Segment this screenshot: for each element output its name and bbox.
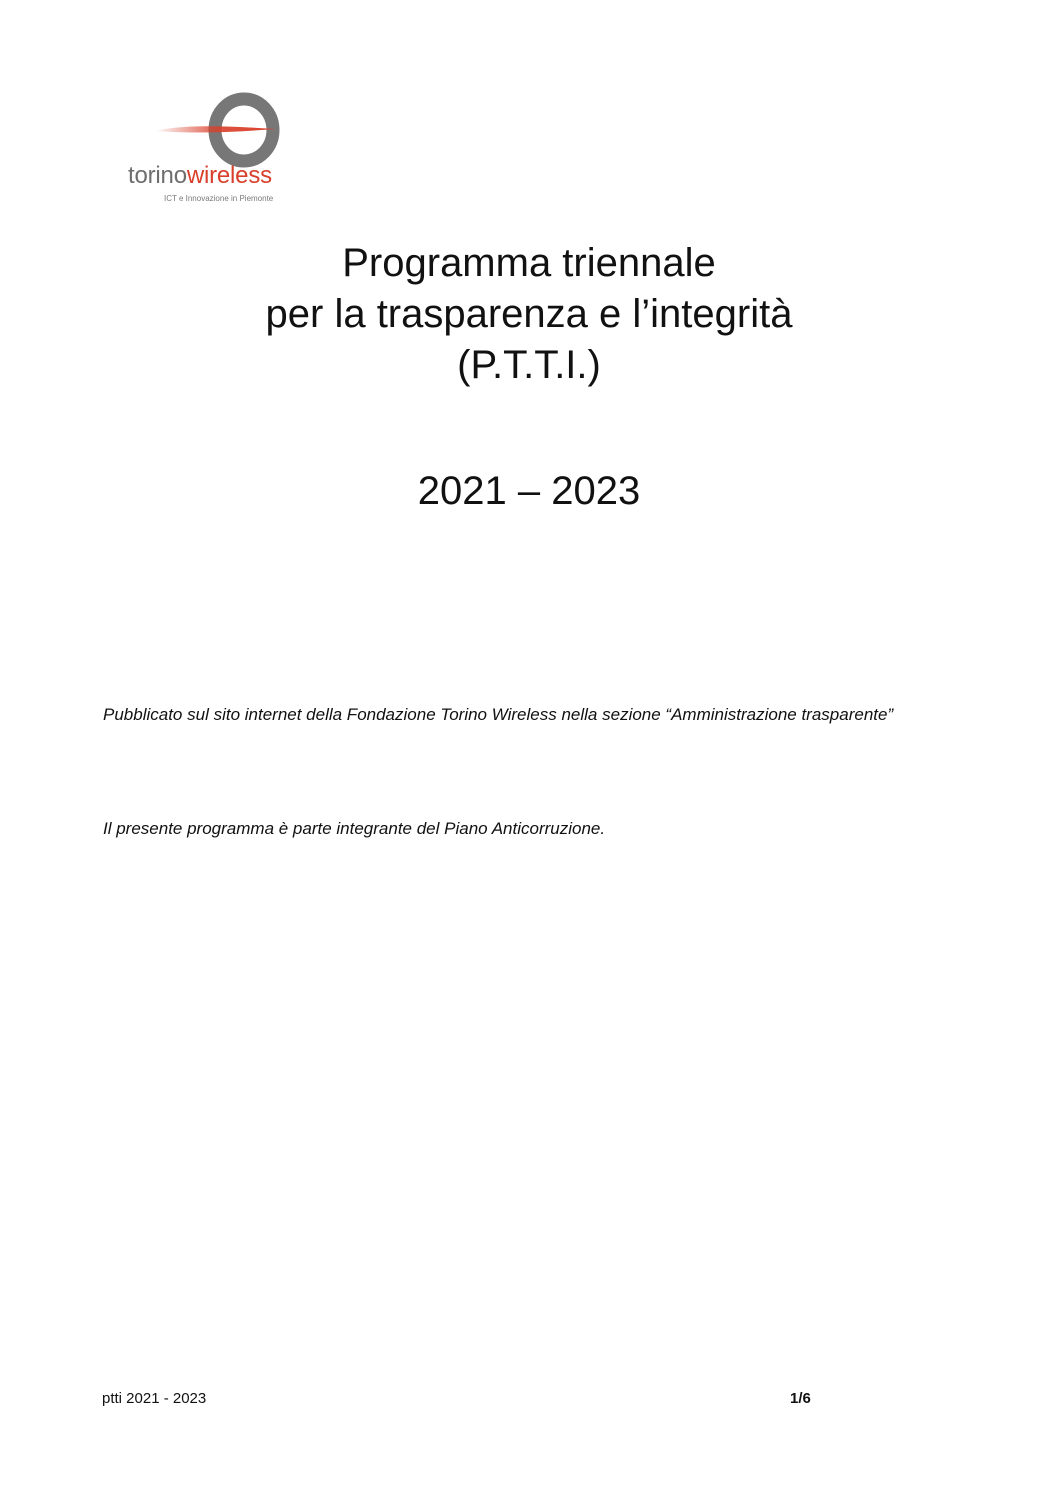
integral-note: Il presente programma è parte integrante del Piano Anticorruzione.: [103, 819, 606, 838]
document-title: [0, 238, 1058, 391]
logo-wordmark-wireless: wireless: [186, 162, 272, 189]
publication-note: Pubblicato sul sito internet della Fondazione Torino Wireless nella sezione “Amministrazione trasparente”: [103, 705, 894, 724]
title-line-3: (P.T.T.I.): [457, 343, 601, 387]
logo-tagline: ICT e Innovazione in Piemonte: [164, 194, 274, 203]
footer-page-number: 1/6: [790, 1390, 811, 1407]
title-line-2: per la trasparenza e l’integrità: [265, 292, 793, 336]
torino-wireless-logo: [126, 92, 306, 210]
logo-wordmark-torino: torino: [128, 162, 187, 189]
logo-ring-icon: [126, 92, 306, 172]
document-years: 2021 – 2023: [417, 469, 641, 513]
footer-document-id: ptti 2021 - 2023: [102, 1390, 207, 1407]
logo-wordmark: [128, 164, 272, 188]
title-line-1: Programma triennale: [342, 241, 716, 285]
